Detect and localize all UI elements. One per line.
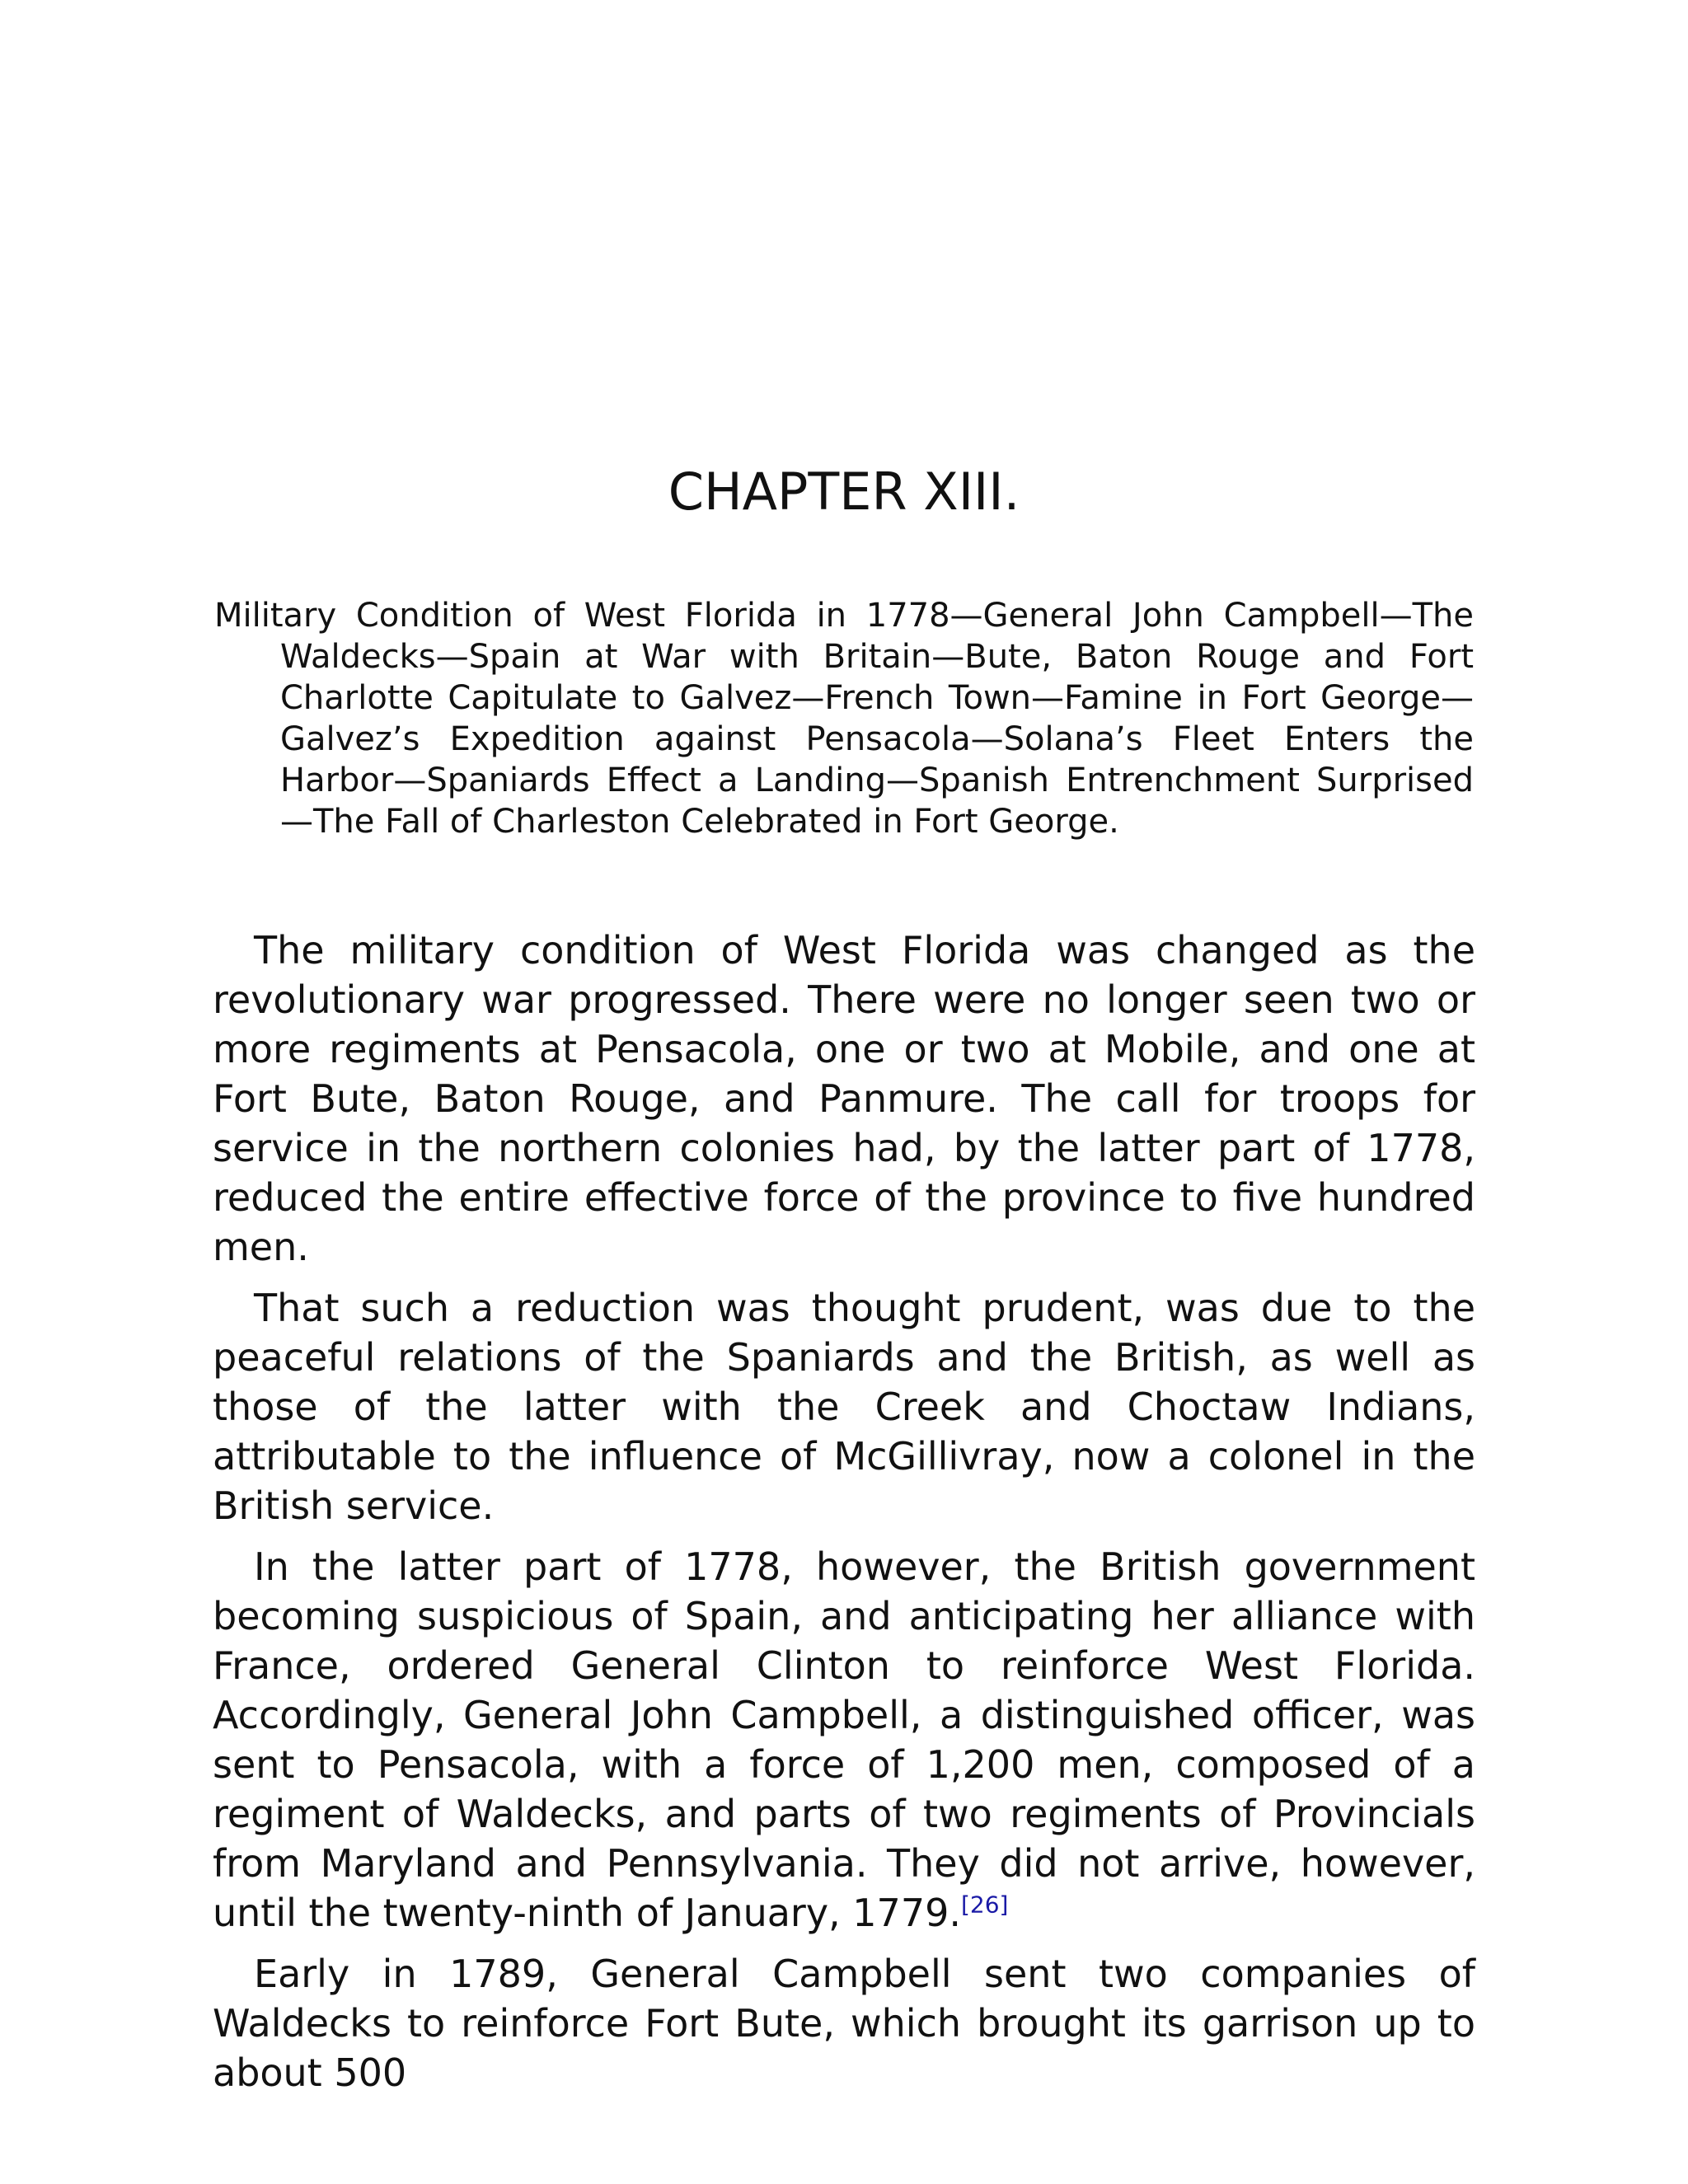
paragraph-3-text: In the latter part of 1778, however, the British government becoming suspicious of Spain, and anticipating her alliance with France, ordered General Clinton to reinforce West Florida. Accordingly, General John Campbell, a distinguished officer, was sent to Pensacola, with a force of 1,200 men, composed of a regiment of Waldecks, and parts of two regiments of Provincials from Maryland and Pennsylvania. They did not arrive, however, until the twenty-ninth of January, 1779.: [213, 1544, 1475, 1935]
chapter-synopsis: Military Condition of West Florida in 1778—General John Campbell—The Waldecks—Spain at War with Britain—Bute, Baton Rouge and Fort Charlotte Capitulate to Galvez—French Town—Famine in Fort George—Galvez’s Expedition against Pensacola—Solana’s Fleet Enters the Harbor—Spaniards Effect a Landing—Spanish Entrenchment Surprised—The Fall of Charleston Celebrated in Fort George.: [214, 597, 1474, 841]
paragraph-2: That such a reduction was thought prudent, was due to the peaceful relations of the Spaniards and the British, as well as those of the latter with the Creek and Choctaw Indians, attributable to the influence of McGillivray, now a colonel in the British service.: [213, 1286, 1475, 1528]
body-text: [213, 926, 1475, 2109]
paragraph-3: [213, 1542, 1475, 1938]
chapter-title: CHAPTER XIII.: [668, 462, 1020, 522]
footnote-link-26[interactable]: [26]: [960, 1891, 1009, 1919]
paragraph-4: Early in 1789, General Campbell sent two companies of Waldecks to reinforce Fort Bute, which brought its garrison up to about 500: [213, 1952, 1475, 2095]
document-page: [213, 0, 1475, 2184]
paragraph-1: The military condition of West Florida was changed as the revolutionary war progressed. There were no longer seen two or more regiments at Pensacola, one or two at Mobile, and one at Fort Bute, Baton Rouge, and Panmure. The call for troops for service in the northern colonies had, by the latter part of 1778, reduced the entire effective force of the province to five hundred men.: [213, 928, 1475, 1269]
